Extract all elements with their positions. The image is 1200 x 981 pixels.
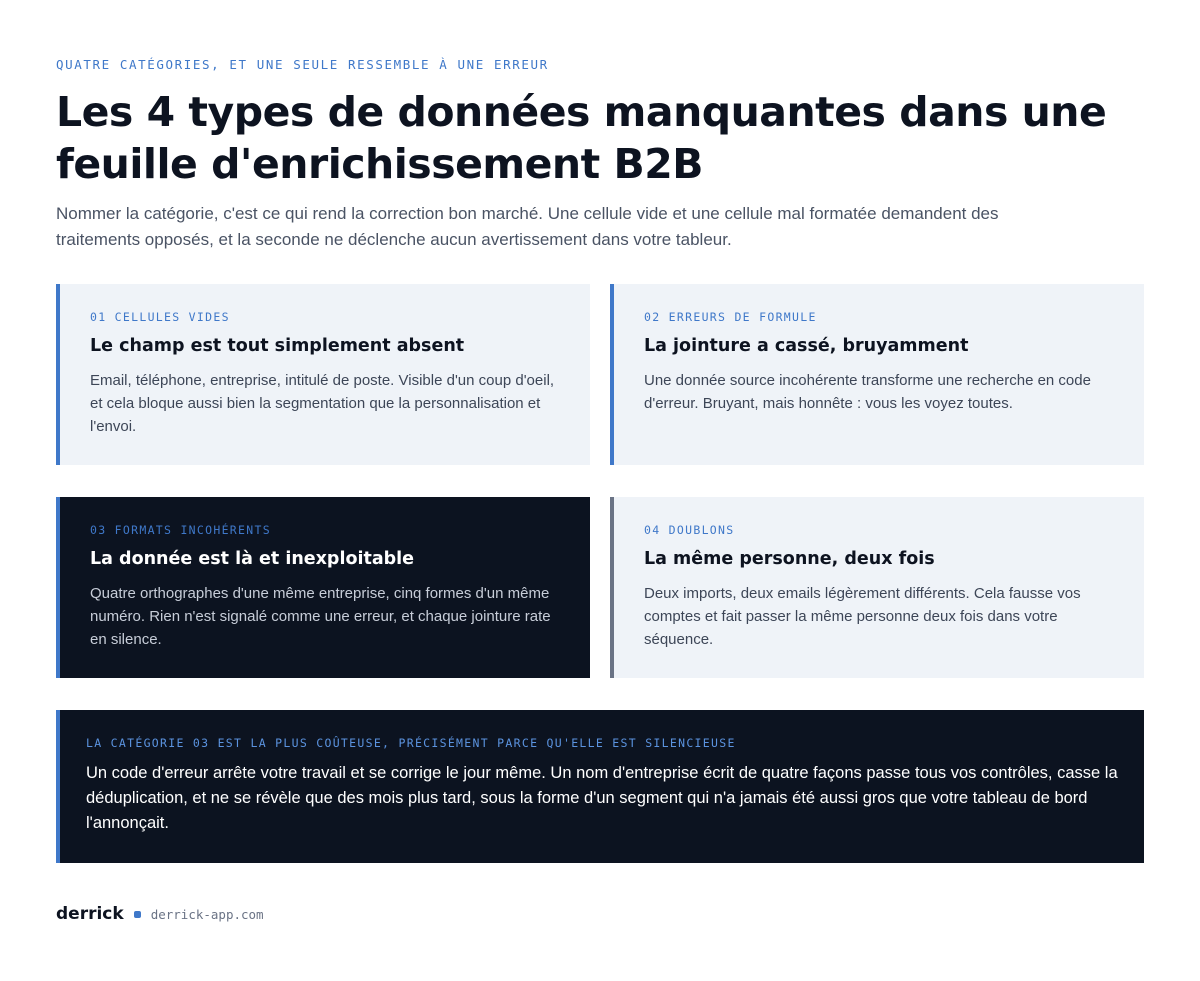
card-title: La donnée est là et inexploitable xyxy=(90,549,415,569)
footer xyxy=(56,902,264,926)
callout-panel xyxy=(56,710,1144,863)
card-label: 04 DOUBLONS xyxy=(644,523,735,537)
card-body: Deux imports, deux emails légèrement différents. Cela fausse vos comptes et fait passer la même personne deux fois dans votre séquence. xyxy=(644,585,1081,648)
brand-logo: derrick xyxy=(56,904,124,924)
card-body: Une donnée source incohérente transforme une recherche en code d'erreur. Bruyant, mais honnête : vous les voyez toutes. xyxy=(644,372,1091,412)
separator-dot-icon xyxy=(134,911,141,918)
card-label: 03 FORMATS INCOHÉRENTS xyxy=(90,523,271,537)
card-title: La même personne, deux fois xyxy=(644,549,935,569)
intro-paragraph: Nommer la catégorie, c'est ce qui rend la correction bon marché. Une cellule vide et une cellule mal formatée demandent des traitements opposés, et la seconde ne déclenche aucun avertissement dans votre tableur. xyxy=(56,204,999,249)
card-formula-errors xyxy=(610,284,1144,465)
card-body: Quatre orthographes d'une même entreprise, cinq formes d'un même numéro. Rien n'est signalé comme une erreur, et chaque jointure rate en silence. xyxy=(90,585,551,648)
page-title: Les 4 types de données manquantes dans une feuille d'enrichissement B2B xyxy=(56,88,1107,188)
card-label: 01 CELLULES VIDES xyxy=(90,310,230,324)
card-inconsistent-formats xyxy=(56,497,590,678)
card-body: Email, téléphone, entreprise, intitulé de poste. Visible d'un coup d'oeil, et cela bloque aussi bien la segmentation que la personnalisation et l'envoi. xyxy=(90,372,555,435)
card-title: La jointure a cassé, bruyamment xyxy=(644,336,969,356)
card-empty-cells xyxy=(56,284,590,465)
card-label: 02 ERREURS DE FORMULE xyxy=(644,310,817,324)
callout-body: Un code d'erreur arrête votre travail et se corrige le jour même. Un nom d'entreprise écrit de quatre façons passe tous vos contrôles, casse la déduplication, et ne se révèle que des mois plus tard, sous la forme d'un segment qui n'a jamais été aussi gros que votre tableau de bord l'annonçait. xyxy=(86,764,1118,832)
card-duplicates xyxy=(610,497,1144,678)
eyebrow: QUATRE CATÉGORIES, ET UNE SEULE RESSEMBLE À UNE ERREUR xyxy=(56,57,549,72)
website-link[interactable]: derrick-app.com xyxy=(150,906,264,922)
card-title: Le champ est tout simplement absent xyxy=(90,336,465,356)
callout-label: LA CATÉGORIE 03 EST LA PLUS COÛTEUSE, PRÉCISÉMENT PARCE QU'ELLE EST SILENCIEUSE xyxy=(86,736,736,750)
